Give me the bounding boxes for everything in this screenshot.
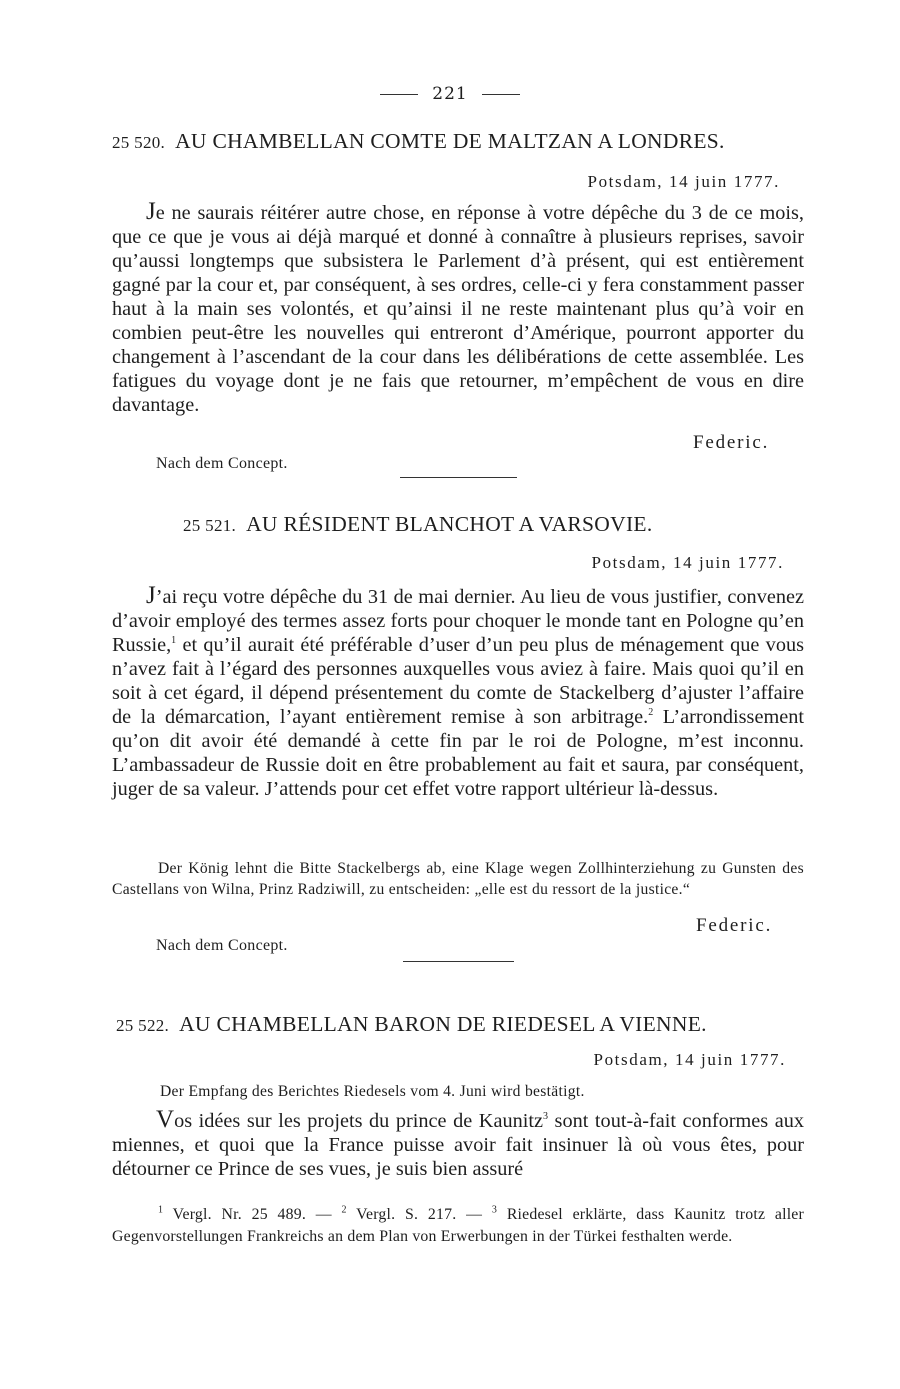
footnote-text: Riedesel erklärte, dass Kaunitz trotz aller Gegenvorstellungen Frankreichs an dem Plan von Erwerbungen in der Türkei festhalten werde.	[112, 1206, 804, 1245]
letter-heading	[116, 1012, 707, 1037]
letter-body	[112, 200, 804, 417]
page-header	[0, 84, 900, 104]
footnote-text: Vergl. S. 217. —	[346, 1206, 492, 1223]
body-initial: V	[156, 1106, 175, 1133]
letter-heading	[183, 512, 653, 537]
signature: Federic.	[696, 915, 773, 936]
letter-dateline: Potsdam, 14 juin 1777.	[591, 553, 784, 572]
header-rule-left	[380, 94, 418, 95]
footnote-marker: 2	[648, 707, 654, 719]
body-initial: J	[146, 198, 156, 225]
body-text: os idées sur les projets du prince de Kaunitz	[174, 1110, 543, 1132]
footnotes	[112, 1204, 804, 1248]
section-divider	[403, 961, 514, 962]
letter-dateline: Potsdam, 14 juin 1777.	[587, 172, 780, 191]
header-rule-right	[482, 94, 520, 95]
body-text: L’arrondissement qu’on dit avoir été demandé à cette fin par le roi de Pologne, m’est inconnu. L’ambassadeur de Russie doit en être probablement au fait et saura, par conséquent, juger de sa valeur. J’attends pour cet effet votre rapport ultérieur là-dessus.	[112, 706, 804, 800]
letter-title: AU RÉSIDENT BLANCHOT A VARSOVIE.	[246, 512, 653, 536]
body-text: e ne saurais réitérer autre chose, en réponse à votre dépêche du 3 de ce mois, que ce que je vous ai déjà marqué et donné à connaître à plusieurs reprises, savoir qu’aussi longtemps que subsistera le Parlement d’à présent, qui est entièrement gagné par la cour et, par conséquent, à ses ordres, celle-ci y fera constamment passer haut à la main ses volontés, et qu’ainsi il ne reste maintenant plus qu’à voir en combien peut-être les nouvelles qui entreront d’Amérique, pourront apporter du changement à l’ascendant de la cour dans les délibérations de cette assemblée. Les fatigues du voyage dont je ne fais que retourner, m’empêchent de vous en dire davantage.	[112, 202, 804, 416]
footnote-marker: 2	[341, 1204, 347, 1216]
footnote-marker: 1	[158, 1204, 164, 1216]
body-initial: J	[146, 582, 156, 609]
footnote-marker: 3	[491, 1204, 498, 1216]
footnote-marker: 3	[543, 1111, 548, 1123]
section-divider	[400, 477, 517, 478]
footnote-text: Vergl. Nr. 25 489. —	[163, 1206, 342, 1223]
letter-title: AU CHAMBELLAN BARON DE RIEDESEL A VIENNE.	[179, 1012, 707, 1036]
page-number: 221	[432, 84, 468, 104]
editorial-remark: Der Empfang des Berichtes Riedesels vom 4. Juni wird bestätigt.	[160, 1083, 585, 1100]
letter-body	[112, 1108, 804, 1181]
letter-dateline: Potsdam, 14 juin 1777.	[593, 1050, 786, 1069]
footnote-marker: 1	[171, 635, 177, 647]
letter-heading	[112, 129, 725, 154]
letter-number: 25 522.	[116, 1016, 170, 1035]
body-text: et qu’il aurait été préférable d’user d’un peu plus de ménagement que vous n’avez fait à l’égard des personnes auxquelles vous aviez à faire. Mais quoi qu’il en soit à cet égard, il dépend présentement du comte de Stackelberg d’ajuster l’affaire de la démarcation, l’ayant entièrement remise à son arbitrage.	[112, 634, 804, 728]
letter-body	[112, 584, 804, 801]
editorial-remark: Der König lehnt die Bitte Stackelbergs ab, eine Klage wegen Zollhinterziehung zu Gunsten des Castellans von Wilna, Prinz Radziwill, zu entscheiden: „elle est du ressort de la justice.“	[112, 860, 804, 898]
letter-number: 25 521.	[183, 516, 237, 535]
signature: Federic.	[693, 432, 770, 453]
body-text: sont tout-à-fait conformes aux miennes, et quoi que la France puisse avoir fait insinuer là où vous êtes, pour détourner ce Prince de ses vues, je suis bien assuré	[112, 1110, 804, 1180]
body-text: ’ai reçu votre dépêche du 31 de mai dernier. Au lieu de vous justifier, convenez d’avoir employé des termes assez forts pour choquer le monde tant en Pologne qu’en Russie,	[112, 586, 804, 656]
letter-number: 25 520.	[112, 133, 166, 152]
source-note: Nach dem Concept.	[156, 455, 288, 472]
source-note: Nach dem Concept.	[156, 937, 288, 954]
letter-title: AU CHAMBELLAN COMTE DE MALTZAN A LONDRES.	[175, 129, 725, 153]
